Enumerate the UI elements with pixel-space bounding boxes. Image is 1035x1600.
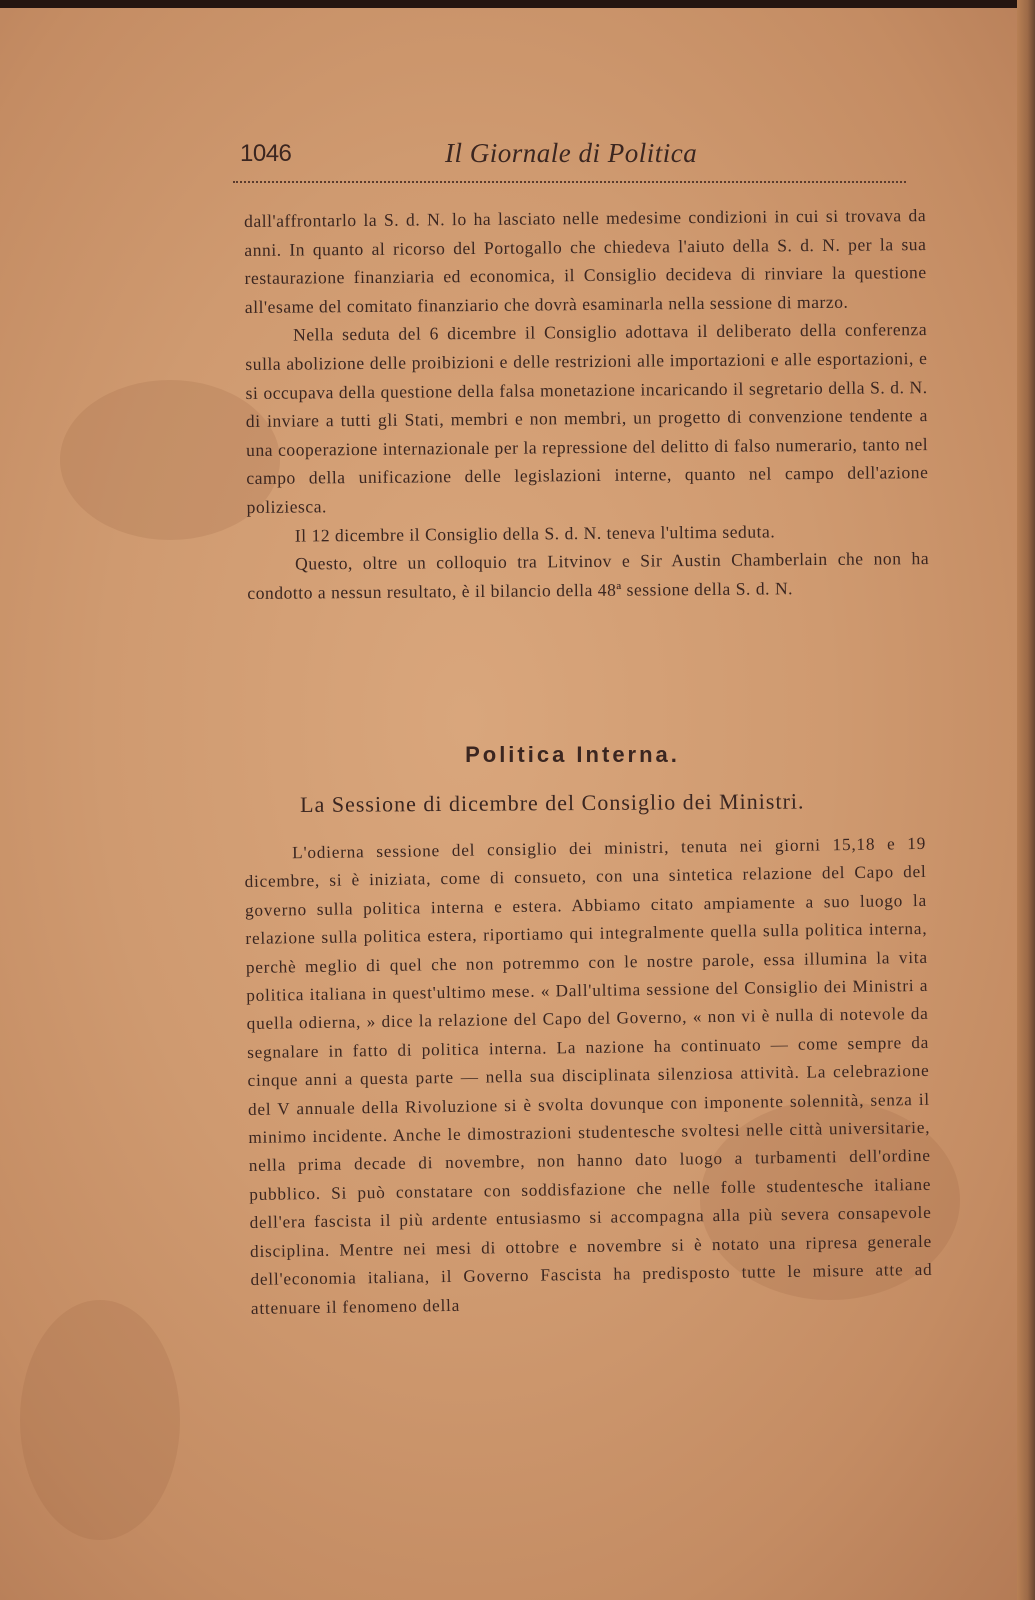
text-block-bottom bbox=[244, 830, 933, 1323]
section-heading: Politica Interna. bbox=[465, 742, 680, 767]
header-divider bbox=[233, 181, 906, 183]
subsection-heading: La Sessione di dicembre del Consiglio dei Ministri. bbox=[300, 788, 805, 817]
page-number: 1046 bbox=[240, 140, 292, 167]
paragraph: Nella seduta del 6 dicembre il Consiglio adottava il deliberato della conferenza sulla abolizione delle proibizioni e delle restrizioni alle importazioni e alle esportazioni, e si occupava della questione della falsa monetazione incaricando il segretario della S. d. N. di inviare a tutti gli Stati, membri e non membri, un progetto di convenzione tendente a una cooperazione internazionale per la repressione del delitto di falso numerario, tanto nel campo della unificazione delle legislazioni interne, quanto nel campo dell'azione poliziesca. bbox=[245, 319, 929, 517]
journal-title: Il Giornale di Politica bbox=[445, 138, 698, 168]
text-block-top bbox=[244, 201, 929, 607]
paragraph: dall'affrontarlo la S. d. N. lo ha lasciato nelle medesime condizioni in cui si trovava da anni. In quanto al ricorso del Portogallo che chiedeva l'aiuto della S. d. N. per la sua restaurazione finanziaria ed economica, il Consiglio decideva di rinviare la questione all'esame del comitato finanziario che dovrà esaminarla nella sessione di marzo. bbox=[244, 205, 927, 317]
paragraph: Il 12 dicembre il Consiglio della S. d. N. teneva l'ultima seduta. bbox=[294, 520, 776, 546]
running-head bbox=[240, 138, 908, 178]
paragraph: L'odierna sessione del consiglio dei ministri, tenuta nei giorni 15,18 e 19 dicembre, si è iniziata, come di consueto, con una sintetica relazione del Capo del governo sulla politica interna e estera. Abbiamo citato ampiamente a suo luogo la relazione sulla politica estera, riportiamo qui integralmente quella sulla politica interna, perchè meglio di quel che non potremmo con le nostre parole, essa illumina la vita politica italiana in quest'ultimo mese. « Dall'ultima sessione del Consiglio dei Ministri a quella odierna, » dice la relazione del Capo del Governo, « non vi è nulla di notevole da segnalare in fatto di politica interna. La nazione ha continuato — come sempre da cinque anni a questa parte — nella sua disciplinata silenziosa attività. La celebrazione del V annuale della Rivoluzione si è svolta dovunque con imponente solennità, senza il minimo incidente. Anche le dimostrazioni studentesche svoltesi nelle città universitarie, nella prima decade di novembre, non hanno dato luogo a turbamenti dell'ordine pubblico. Si può constatare con soddisfazione che nelle folle studentesche italiane dell'era fascista il più ardente entusiasmo si accompagna alla più severa consapevole disciplina. Mentre nei mesi di ottobre e novembre si è notato una ripresa generale dell'economia italiana, il Governo Fascista ha predisposto tutte le misure atte ad attenuare il fenomeno della bbox=[244, 833, 933, 1318]
paragraph: Questo, oltre un colloquio tra Litvinov e Sir Austin Chamberlain che non ha condotto a nessun resultato, è il bilancio della 48ª sessione della S. d. N. bbox=[247, 548, 930, 603]
